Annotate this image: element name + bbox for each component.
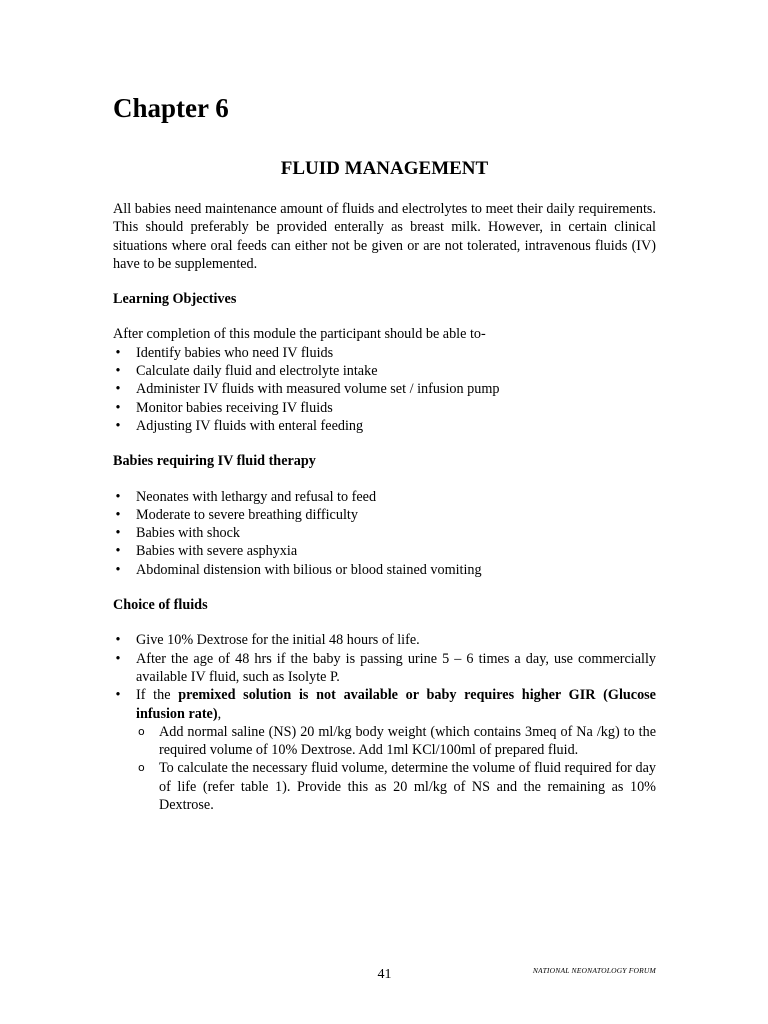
bullet-icon: • [115,363,121,380]
choice-text: After the age of 48 hrs if the baby is passing urine 5 – 6 times a day, use commercially available IV fluid, such as Isolyte P. [136,650,656,685]
sub-item-text: Add normal saline (NS) 20 ml/kg body weight (which contains 3meq of Na /kg) to the required volume of 10% Dextrose. Add 1ml KCl/100ml of prepared fluid. [159,723,656,759]
iv-therapy-heading: Babies requiring IV fluid therapy [113,453,316,470]
list-item [113,344,656,362]
bullet-icon: • [115,381,121,398]
objective-text: Administer IV fluids with measured volume set / infusion pump [136,381,500,398]
learning-objectives-heading: Learning Objectives [113,291,237,308]
choice-list [113,631,656,814]
list-item [113,380,656,398]
sub-item-text: To calculate the necessary fluid volume, determine the volume of fluid required for day of life (refer table 1). Provide this as 20 ml/kg of NS and the remaining as 10% Dextrose. [159,760,656,814]
bullet-icon: • [115,399,121,416]
choice-text-bold: premixed solution is not available or baby requires higher GIR (Glucose infusion rate) [136,687,656,722]
sub-list-item [136,723,656,760]
objective-text: Identify babies who need IV fluids [136,344,334,361]
list-item [113,362,656,380]
list-item [113,561,656,579]
sub-list [136,723,656,814]
list-item [113,488,656,506]
bullet-icon: • [115,506,121,523]
bullet-icon: • [115,488,121,505]
objectives-lead: After completion of this module the participant should be able to- [113,326,486,343]
choice-of-fluids-heading: Choice of fluids [113,597,208,614]
iv-therapy-text: Moderate to severe breathing difficulty [136,506,358,523]
list-item [113,686,656,814]
bullet-icon: • [115,561,121,578]
list-item [113,542,656,560]
iv-therapy-text: Babies with severe asphyxia [136,543,298,560]
iv-therapy-text: Neonates with lethargy and refusal to feed [136,488,377,505]
bullet-icon: • [115,417,121,434]
list-item [113,650,656,687]
circle-bullet-icon: o [138,761,145,775]
choice-text: Give 10% Dextrose for the initial 48 hours of life. [136,632,420,649]
chapter-heading: Chapter 6 [113,93,229,123]
footer-organization: NATIONAL NEONATOLOGY FORUM [532,966,656,975]
list-item [113,399,656,417]
objective-text: Adjusting IV fluids with enteral feeding [136,417,364,434]
objectives-list [113,344,656,435]
bullet-icon: • [115,687,121,704]
page-body [113,200,656,814]
list-item [113,524,656,542]
bullet-icon: • [115,650,121,667]
intro-paragraph: All babies need maintenance amount of fluids and electrolytes to meet their daily requirements. This should preferably be provided enterally as breast milk. However, in certain clinical situations where oral feeds can either not be given or are not tolerated, intravenous fluids (IV) have to be supplemented. [113,201,656,272]
bullet-icon: • [115,543,121,560]
list-item [113,506,656,524]
bullet-icon: • [115,344,121,361]
iv-therapy-text: Abdominal distension with bilious or blood stained vomiting [136,561,482,578]
spacer [113,435,656,452]
iv-therapy-list [113,488,656,579]
list-item [113,631,656,649]
circle-bullet-icon: o [138,724,145,738]
iv-therapy-text: Babies with shock [136,525,241,542]
page-number: 41 [377,967,392,982]
list-item [113,417,656,435]
bullet-icon: • [115,525,121,542]
objective-text: Monitor babies receiving IV fluids [136,399,333,416]
spacer [113,579,656,596]
objective-text: Calculate daily fluid and electrolyte intake [136,363,378,380]
choice-text-suffix: , [217,705,222,722]
bullet-icon: • [115,632,121,649]
section-title: FLUID MANAGEMENT [280,158,489,179]
choice-text-prefix: If the [136,687,179,704]
sub-list-item [136,759,656,814]
